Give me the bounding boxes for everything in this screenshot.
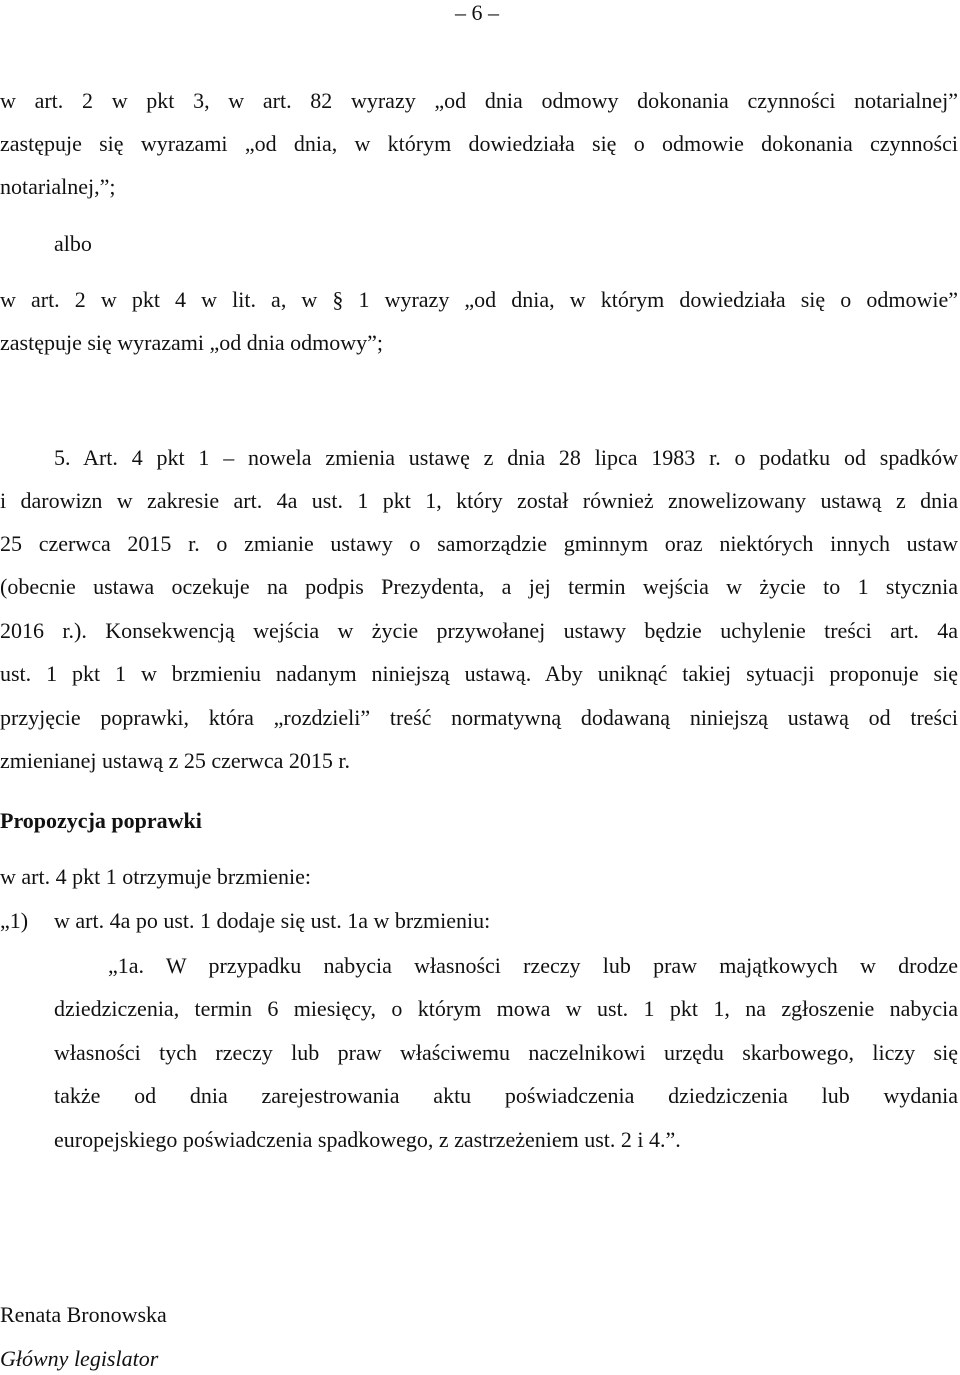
paragraph-line: i darowizn w zakresie art. 4a ust. 1 pkt 1, który został również znowelizowany ustawą z dnia <box>0 488 958 513</box>
item-number: „1) <box>0 908 29 933</box>
item-text: w art. 4a po ust. 1 dodaje się ust. 1a w brzmieniu: <box>54 908 491 933</box>
paragraph-line: notarialnej,”; <box>0 174 116 199</box>
alternative-label: albo <box>54 231 92 256</box>
paragraph-line: w art. 2 w pkt 3, w art. 82 wyrazy „od dnia odmowy dokonania czynności notarialnej” <box>0 88 958 113</box>
paragraph-line: ust. 1 pkt 1 w brzmieniu nadanym niniejszą ustawą. Aby uniknąć takiej sytuacji proponuje się <box>0 661 958 686</box>
quote-line: „1a. W przypadku nabycia własności rzeczy lub praw majątkowych w drodze <box>108 953 958 978</box>
paragraph-line: 5. Art. 4 pkt 1 – nowela zmienia ustawę z dnia 28 lipca 1983 r. o podatku od spadków <box>54 445 958 470</box>
section-heading: Propozycja poprawki <box>0 808 202 833</box>
signature-title: Główny legislator <box>0 1346 159 1371</box>
paragraph-line: w art. 2 w pkt 4 w lit. a, w § 1 wyrazy „od dnia, w którym dowiedziała się o odmowie” <box>0 287 958 312</box>
quote-line: własności tych rzeczy lub praw właściwemu naczelnikowi urzędu skarbowego, liczy się <box>54 1040 958 1065</box>
page-number: – 6 – <box>455 0 499 25</box>
quote-line: dziedziczenia, termin 6 miesięcy, o którym mowa w ust. 1 pkt 1, na zgłoszenie nabycia <box>54 996 958 1021</box>
paragraph-line: przyjęcie poprawki, która „rozdzieli” treść normatywną dodawaną niniejszą ustawą od treści <box>0 705 958 730</box>
amendment-intro: w art. 4 pkt 1 otrzymuje brzmienie: <box>0 864 311 889</box>
quote-line: europejskiego poświadczenia spadkowego, z zastrzeżeniem ust. 2 i 4.”. <box>54 1127 681 1152</box>
paragraph-line: 2016 r.). Konsekwencją wejścia w życie przywołanej ustawy będzie uchylenie treści art. 4a <box>0 618 958 643</box>
paragraph-line: zmienianej ustawą z 25 czerwca 2015 r. <box>0 748 351 773</box>
signature-name: Renata Bronowska <box>0 1302 167 1327</box>
paragraph-line: zastępuje się wyrazami „od dnia odmowy”; <box>0 330 384 355</box>
paragraph-line: 25 czerwca 2015 r. o zmianie ustawy o samorządzie gminnym oraz niektórych innych ustaw <box>0 531 958 556</box>
paragraph-line: zastępuje się wyrazami „od dnia, w którym dowiedziała się o odmowie dokonania czynności <box>0 131 958 156</box>
quote-line: także od dnia zarejestrowania aktu poświadczenia dziedziczenia lub wydania <box>54 1083 958 1108</box>
paragraph-line: (obecnie ustawa oczekuje na podpis Prezydenta, a jej termin wejścia w życie to 1 stycznia <box>0 574 958 599</box>
